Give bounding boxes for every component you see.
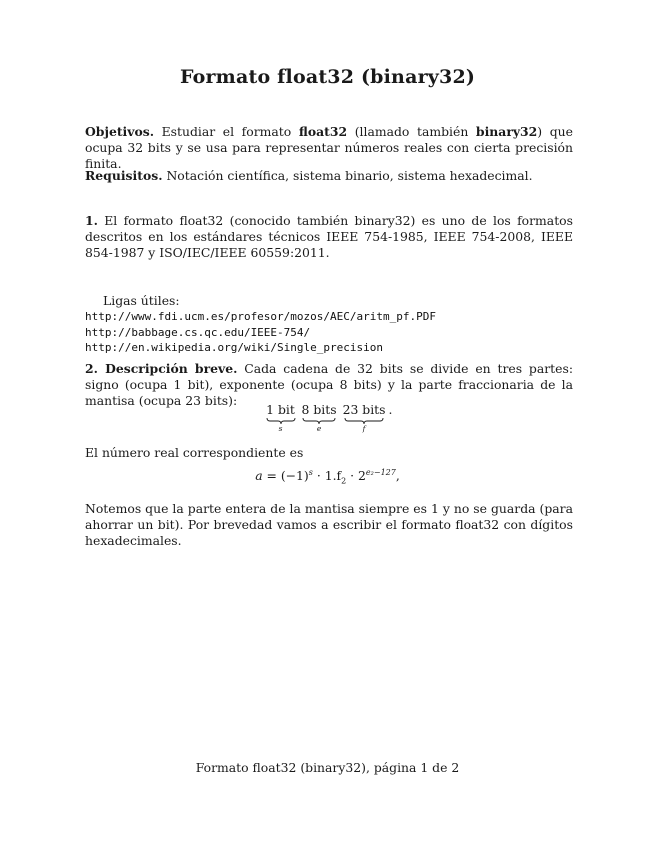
fraction-bits-label: 23 bits [342,402,386,417]
objetivos-paragraph [85,124,573,172]
bit-layout-equation [0,402,655,433]
item1-paragraph [85,213,573,261]
exponent-bits-label: 8 bits [301,402,337,417]
equation-period: . [388,402,393,417]
exponent-bits-group [302,402,337,433]
page-footer: Formato float32 (binary32), página 1 de 2 [195,760,460,775]
exponent-bits-symbol: e [316,424,322,433]
objetivos-text-1: Estudiar el formato [154,124,299,139]
objetivos-text-2: (llamado también [347,124,476,139]
formula-lhs: a [255,468,263,484]
formula-base-subscript: 2 [341,476,347,486]
formula-comma: , [395,468,400,484]
item2-label: 2. Descripción breve. [85,361,238,376]
link-url[interactable]: http://babbage.cs.qc.edu/IEEE-754/ [85,325,311,339]
item2-text: Cada cadena de 32 bits se divide en tres partes: signo (ocupa 1 bit), exponente (ocupa 8 bits) y la parte fraccionaria de la mantisa (ocupa 23 bits): [85,361,573,408]
objetivos-bold-float32: float32 [298,124,348,139]
requisitos-label: Requisitos. [85,168,163,183]
objetivos-label: Objetivos. [85,124,155,139]
sign-bit-group [266,402,296,433]
float-formula [0,468,655,486]
formula-power-exponent: e₂−127 [365,468,396,477]
formula-mantissa: · 1.f [312,468,342,484]
fraction-bits-group [343,402,386,433]
objetivos-text-3: ) que ocupa 32 bits y se usa para representar números reales con cierta precisión finita. [85,124,573,171]
requisitos-paragraph [85,168,573,184]
requisitos-text: Notación científica, sistema binario, sistema hexadecimal. [162,168,533,183]
formula-sign-exponent: s [308,468,313,477]
objetivos-bold-binary32: binary32 [475,124,538,139]
formula-rhs: = (−1) [262,468,309,484]
sign-bit-label: 1 bit [266,402,295,417]
fraction-bits-symbol: f [362,424,366,433]
sign-bit-symbol: s [278,424,283,433]
item1-text: El formato float32 (conocido también binary32) es uno de los formatos descritos en los estándares técnicos IEEE 754-1985, IEEE 754-2008, IEEE 854-1987 y ISO/IEC/IEEE 60559:2011. [85,213,573,260]
link-url[interactable]: http://www.fdi.ucm.es/profesor/mozos/AEC/aritm_pf.PDF [85,310,436,323]
formula-power-base: · 2 [346,468,366,484]
note-paragraph: Notemos que la parte entera de la mantisa siempre es 1 y no se guarda (para ahorrar un bit). Por brevedad vamos a escribir el formato float32 con dígitos hexadecimales. [85,501,573,548]
links-lead: Ligas útiles: [103,293,180,308]
page-title: Formato float32 (binary32) [179,66,476,88]
item1-number: 1. [85,213,98,228]
real-number-intro: El número real correspondiente es [85,445,304,460]
links-block [85,293,436,356]
link-url[interactable]: http://en.wikipedia.org/wiki/Single_precision [85,341,384,354]
